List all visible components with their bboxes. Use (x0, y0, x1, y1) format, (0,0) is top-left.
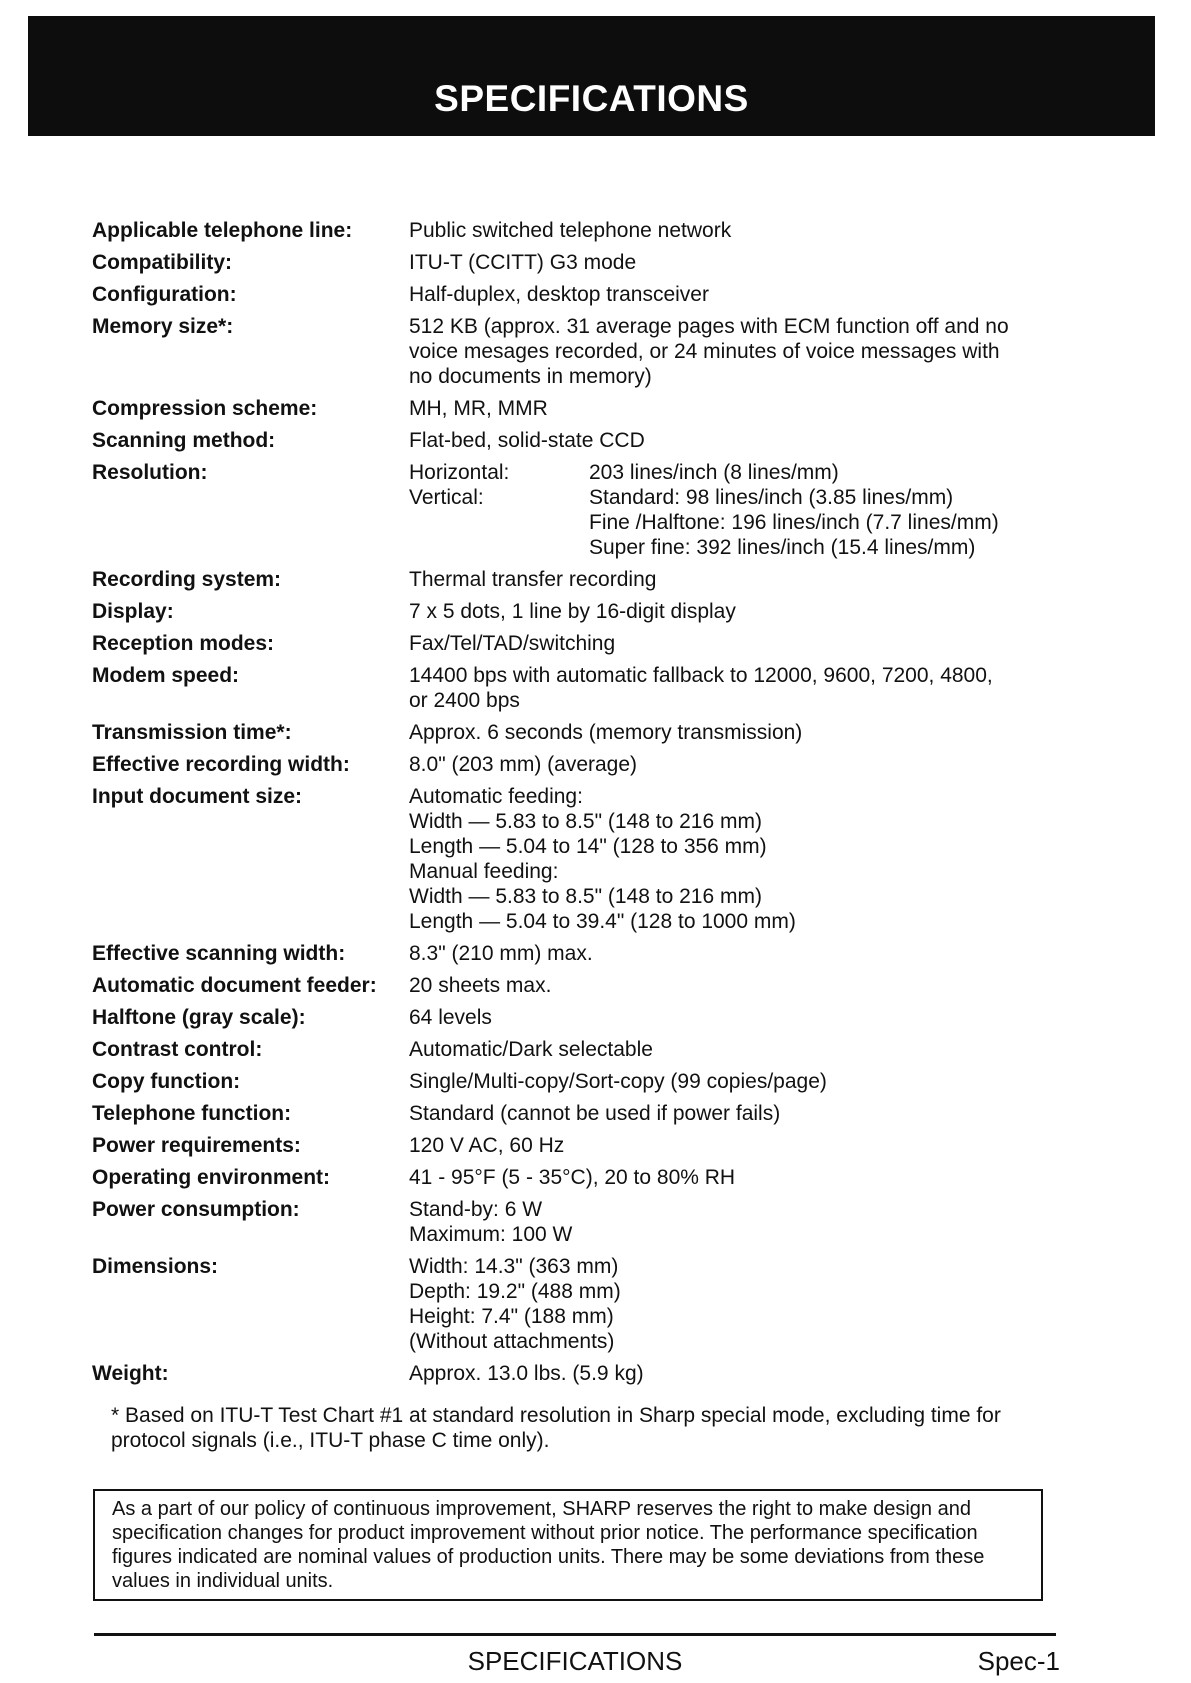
spec-row (92, 1005, 1092, 1037)
spec-line: Maximum: 100 W (409, 1223, 573, 1246)
spec-label: Dimensions: (92, 1255, 219, 1278)
spec-label: Configuration: (92, 283, 237, 306)
spec-row (92, 752, 1092, 784)
spec-line: (Without attachments) (409, 1330, 615, 1353)
spec-label: Reception modes: (92, 632, 275, 655)
spec-row (92, 314, 1092, 396)
spec-label: Halftone (gray scale): (92, 1006, 306, 1029)
spec-row (92, 1165, 1092, 1197)
spec-label: Weight: (92, 1362, 169, 1385)
spec-value: Public switched telephone network (409, 219, 732, 242)
spec-value: 8.3" (210 mm) max. (409, 942, 593, 965)
spec-label: Power requirements: (92, 1134, 301, 1157)
spec-label: Transmission time*: (92, 721, 292, 744)
spec-line: Depth: 19.2" (488 mm) (409, 1280, 621, 1303)
spec-row (92, 428, 1092, 460)
resolution-vertical-label: Vertical: (409, 486, 484, 509)
spec-row (92, 973, 1092, 1005)
spec-label: Contrast control: (92, 1038, 263, 1061)
spec-value (409, 784, 1092, 941)
spec-row (92, 663, 1092, 720)
resolution-spacer (409, 535, 589, 560)
spec-row (92, 282, 1092, 314)
spec-value: Flat-bed, solid-state CCD (409, 429, 645, 452)
resolution-horizontal-label: Horizontal: (409, 461, 510, 484)
spec-value: Half-duplex, desktop transceiver (409, 283, 709, 306)
spec-value (409, 314, 1092, 396)
spec-row (92, 250, 1092, 282)
spec-line: Automatic feeding: (409, 785, 583, 808)
spec-row (92, 599, 1092, 631)
spec-value: Approx. 13.0 lbs. (5.9 kg) (409, 1362, 644, 1385)
specifications-table (92, 218, 1092, 1393)
spec-value: Single/Multi-copy/Sort-copy (99 copies/page) (409, 1070, 827, 1093)
spec-row (92, 1037, 1092, 1069)
spec-row (92, 1254, 1092, 1361)
spec-value: Automatic/Dark selectable (409, 1038, 653, 1061)
spec-label: Automatic document feeder: (92, 974, 377, 997)
footer-section-title: SPECIFICATIONS (467, 1646, 683, 1676)
spec-row (92, 218, 1092, 250)
spec-row (92, 1197, 1092, 1254)
spec-label: Effective scanning width: (92, 942, 346, 965)
spec-value: Fax/Tel/TAD/switching (409, 632, 616, 655)
spec-value (409, 1254, 1092, 1361)
spec-row (92, 1101, 1092, 1133)
spec-value: Thermal transfer recording (409, 568, 657, 591)
footer-divider (94, 1633, 1056, 1636)
spec-value: 120 V AC, 60 Hz (409, 1134, 565, 1157)
spec-label: Memory size*: (92, 315, 234, 338)
spec-line: Width — 5.83 to 8.5" (148 to 216 mm) (409, 810, 762, 833)
resolution-spacer (409, 510, 589, 535)
spec-label: Compression scheme: (92, 397, 318, 420)
spec-label: Copy function: (92, 1070, 241, 1093)
resolution-grid (409, 460, 1092, 560)
spec-row (92, 396, 1092, 428)
spec-label: Input document size: (92, 785, 302, 808)
spec-line: or 2400 bps (409, 689, 520, 712)
spec-row (92, 567, 1092, 599)
spec-value: ITU-T (CCITT) G3 mode (409, 251, 637, 274)
notice-box: As a part of our policy of continuous improvement, SHARP reserves the right to make design and specification changes for product improvement without prior notice. The performance specification figures indicated are nominal values of production units. There may be some deviations from these values in individual units. (93, 1489, 1043, 1601)
spec-value: Approx. 6 seconds (memory transmission) (409, 721, 803, 744)
spec-line: no documents in memory) (409, 365, 652, 388)
spec-row (92, 460, 1092, 567)
spec-value (409, 1197, 1092, 1254)
spec-label: Scanning method: (92, 429, 276, 452)
spec-value: 20 sheets max. (409, 974, 552, 997)
spec-row (92, 1361, 1092, 1393)
spec-line: Stand-by: 6 W (409, 1198, 543, 1221)
spec-line: Height: 7.4" (188 mm) (409, 1305, 614, 1328)
spec-row (92, 784, 1092, 941)
footnote: * Based on ITU-T Test Chart #1 at standard resolution in Sharp special mode, excluding time for protocol signals (i.e., ITU-T phase C time only). (111, 1404, 1001, 1452)
spec-label: Recording system: (92, 568, 282, 591)
resolution-vertical-value: Fine /Halftone: 196 lines/inch (7.7 lines/mm) (589, 511, 999, 534)
spec-label: Resolution: (92, 461, 208, 484)
spec-value: 8.0" (203 mm) (average) (409, 753, 638, 776)
spec-value: MH, MR, MMR (409, 397, 548, 420)
spec-row (92, 941, 1092, 973)
spec-row (92, 1069, 1092, 1101)
page-number: Spec-1 (977, 1646, 1060, 1676)
resolution-horizontal-value: 203 lines/inch (8 lines/mm) (589, 461, 839, 484)
spec-line: Width — 5.83 to 8.5" (148 to 216 mm) (409, 885, 762, 908)
spec-line: voice mesages recorded, or 24 minutes of voice messages with (409, 340, 1000, 363)
spec-label: Compatibility: (92, 251, 232, 274)
spec-label: Applicable telephone line: (92, 219, 353, 242)
spec-value: 7 x 5 dots, 1 line by 16-digit display (409, 600, 736, 623)
header-banner (28, 16, 1155, 136)
spec-line: Length — 5.04 to 39.4" (128 to 1000 mm) (409, 910, 796, 933)
spec-line: 512 KB (approx. 31 average pages with ECM function off and no (409, 315, 1009, 338)
spec-label: Telephone function: (92, 1102, 292, 1125)
resolution-vertical-value: Standard: 98 lines/inch (3.85 lines/mm) (589, 486, 954, 509)
spec-row (92, 1133, 1092, 1165)
spec-line: Manual feeding: (409, 860, 559, 883)
spec-line: Length — 5.04 to 14" (128 to 356 mm) (409, 835, 767, 858)
spec-row (92, 631, 1092, 663)
spec-line: 14400 bps with automatic fallback to 12000, 9600, 7200, 4800, (409, 664, 993, 687)
spec-label: Operating environment: (92, 1166, 331, 1189)
spec-value (409, 663, 1092, 720)
spec-label: Modem speed: (92, 664, 240, 687)
spec-line: Width: 14.3" (363 mm) (409, 1255, 619, 1278)
spec-value: 41 - 95°F (5 - 35°C), 20 to 80% RH (409, 1166, 736, 1189)
spec-label: Power consumption: (92, 1198, 300, 1221)
spec-value: 64 levels (409, 1006, 492, 1029)
resolution-vertical-value: Super fine: 392 lines/inch (15.4 lines/mm) (589, 536, 976, 559)
spec-value (409, 460, 1092, 567)
spec-label: Display: (92, 600, 174, 623)
spec-value: Standard (cannot be used if power fails) (409, 1102, 781, 1125)
spec-label: Effective recording width: (92, 753, 350, 776)
page-title: SPECIFICATIONS (434, 78, 749, 119)
spec-row (92, 720, 1092, 752)
